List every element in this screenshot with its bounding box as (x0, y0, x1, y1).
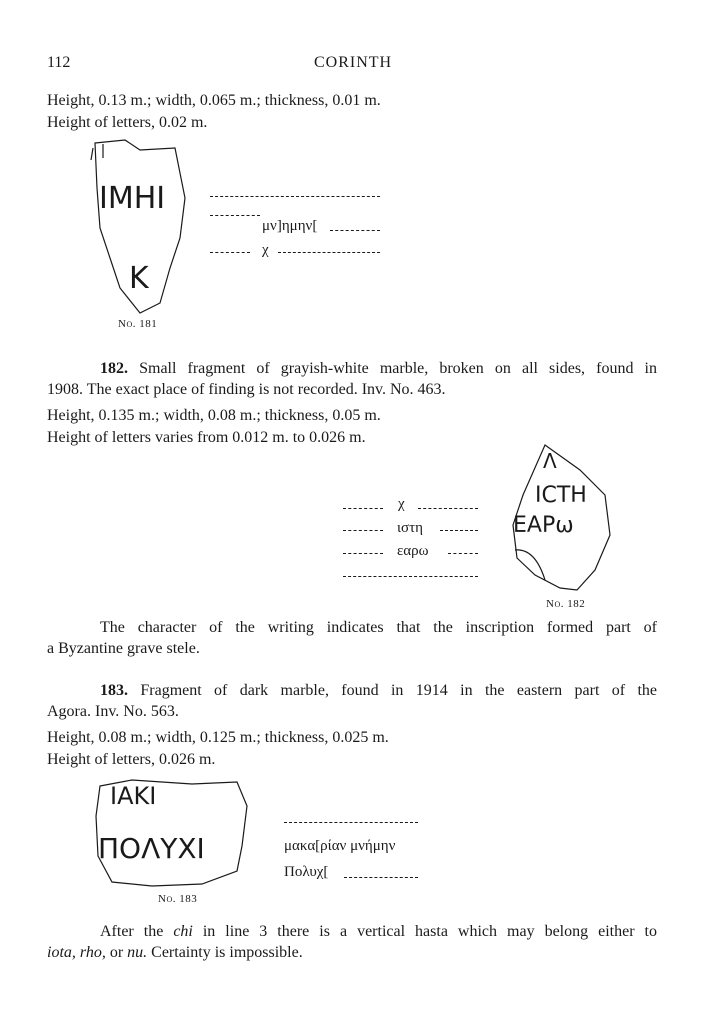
entry-182-number: 182. (100, 360, 128, 377)
transcription-182-line-1: χ (398, 496, 405, 512)
note-term-rho: rho, (79, 944, 106, 961)
lacuna-line (278, 252, 380, 253)
entry-183-note-line-2 (47, 943, 303, 963)
fragment-181-line-1: ΙΜΗΙ (99, 181, 166, 216)
page-number: 112 (47, 54, 71, 71)
lacuna-line (448, 553, 478, 554)
lacuna-line (343, 530, 383, 531)
note-text: in line 3 there is a vertical hasta which may belong either to (192, 923, 657, 940)
transcription-181-line-2: χ (262, 242, 269, 258)
lacuna-line (343, 576, 478, 577)
transcription-182-line-2: ιστη (397, 520, 423, 536)
entry-183-letter-height: Height of letters, 0.026 m. (47, 751, 216, 768)
entry-182-note-line-1: The character of the writing indicates that the inscription formed part of (100, 619, 657, 636)
lacuna-line (210, 196, 380, 197)
caption-181: No. 181 (118, 318, 158, 330)
transcription-181-line-1: μν]ημην[ (262, 218, 318, 234)
note-term-iota: iota, (47, 944, 76, 961)
running-title: CORINTH (314, 54, 393, 71)
entry-183-number: 183. (100, 682, 128, 699)
entry-182-dimensions: Height, 0.135 m.; width, 0.08 m.; thickness, 0.05 m. (47, 407, 381, 424)
transcription-182-line-3: εαρω (397, 543, 429, 559)
lacuna-line (330, 230, 380, 231)
fragment-182-line-2: ΙϹΤΗ (535, 483, 587, 508)
note-text: or (105, 944, 128, 961)
caption-183: No. 183 (158, 893, 198, 905)
entry-183-dimensions: Height, 0.08 m.; width, 0.125 m.; thickness, 0.025 m. (47, 729, 389, 746)
fragment-183-drawing (92, 776, 262, 891)
lacuna-line (418, 508, 478, 509)
entry-183-note-line-1 (47, 921, 657, 942)
fragment-183-line-1: ΙΑΚΙ (110, 782, 157, 810)
lacuna-line (284, 822, 418, 823)
fragment-181-line-2: Κ (129, 261, 149, 296)
lacuna-line (344, 877, 418, 878)
fragment-182-drawing (505, 440, 620, 600)
lacuna-line (343, 508, 383, 509)
note-term-chi: chi (173, 923, 193, 940)
caption-182: No. 182 (546, 598, 586, 610)
fragment-183-line-2: ΠΟΛΥΧΙ (98, 832, 205, 865)
entry-182-note-line-2: a Byzantine grave stele. (47, 640, 200, 657)
note-text: After the (100, 923, 174, 940)
transcription-183-line-2: Πολυχ[ (284, 864, 329, 880)
entry-183-description-text: Fragment of dark marble, found in 1914 in the eastern part of the (140, 682, 657, 699)
entry-181-letter-height: Height of letters, 0.02 m. (47, 114, 208, 131)
note-term-nu: nu. (127, 944, 148, 961)
entry-182-description-text: Small fragment of grayish-white marble, broken on all sides, found in (139, 360, 657, 377)
entry-182-description-line-2: 1908. The exact place of finding is not recorded. Inv. No. 463. (47, 381, 446, 398)
fragment-182-line-3: ΕΑΡω (513, 513, 574, 538)
lacuna-line (210, 252, 250, 253)
entry-183-description-line-2: Agora. Inv. No. 563. (47, 703, 179, 720)
lacuna-line (210, 215, 260, 216)
note-text: Certainty is impossible. (147, 944, 303, 961)
lacuna-line (343, 553, 383, 554)
fragment-181-drawing (85, 138, 200, 318)
lacuna-line (440, 530, 478, 531)
fragment-182-line-1: Λ (543, 449, 557, 473)
entry-183-description-line-1 (47, 680, 657, 701)
entry-182-description-line-1 (47, 358, 657, 379)
entry-181-dimensions: Height, 0.13 m.; width, 0.065 m.; thickness, 0.01 m. (47, 92, 381, 109)
entry-182-letter-height: Height of letters varies from 0.012 m. to 0.026 m. (47, 429, 366, 446)
transcription-183-line-1: μακα[ρίαν μνήμην (284, 838, 396, 854)
